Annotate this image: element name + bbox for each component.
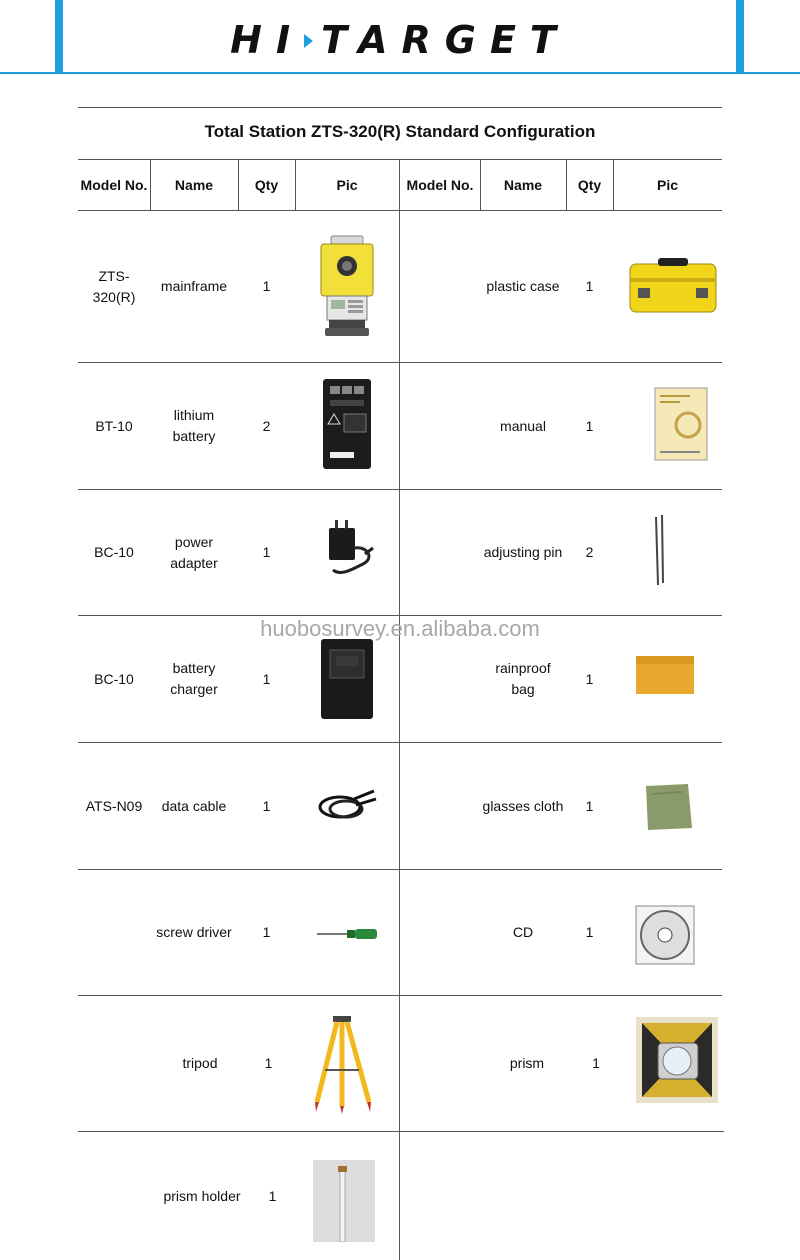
- name-cell: CD: [512, 924, 534, 940]
- name-cell: tripod: [182, 1055, 218, 1071]
- qty-cell: 1: [585, 278, 594, 294]
- qty-cell: 1: [585, 670, 594, 687]
- name-cell: data cable: [161, 797, 227, 814]
- qty-cell: 1: [262, 797, 271, 814]
- cable-icon: [305, 780, 389, 830]
- qty-cell: 2: [262, 417, 271, 434]
- model-cell: ZTS-320(R): [92, 267, 136, 305]
- qty-cell: 1: [262, 278, 271, 294]
- qty-cell: 1: [268, 1187, 277, 1204]
- name-cell: lithium battery: [172, 407, 216, 444]
- cd-icon: [634, 904, 696, 966]
- charger-icon: [305, 636, 389, 722]
- prism-icon: [635, 1016, 719, 1104]
- manual-icon: [650, 384, 712, 464]
- qty-cell: 1: [585, 417, 594, 434]
- qty-cell: 1: [262, 544, 271, 560]
- col-header-name-right: Name: [503, 176, 543, 193]
- brand-logo: HI TARGET: [230, 18, 570, 62]
- screwdriver-icon: [305, 922, 389, 946]
- logo-triangle-icon: [304, 34, 313, 48]
- case-icon: [626, 254, 720, 318]
- col-header-model-right: Model No.: [406, 176, 474, 193]
- prism-pole-icon: [313, 1160, 375, 1242]
- model-cell: BT-10: [95, 417, 133, 434]
- name-cell: manual: [500, 417, 546, 434]
- watermark: huobosurvey.en.alibaba.com: [260, 616, 540, 641]
- total-station-icon: [305, 232, 389, 340]
- name-cell: rainproof bag: [495, 660, 551, 697]
- name-cell: power adapter: [170, 533, 218, 571]
- col-header-qty-right: Qty: [577, 176, 602, 193]
- name-cell: plastic case: [486, 278, 560, 294]
- name-cell: adjusting pin: [483, 544, 563, 560]
- qty-cell: 1: [585, 924, 594, 940]
- name-cell: mainframe: [160, 278, 228, 294]
- col-header-qty-left: Qty: [254, 176, 279, 193]
- battery-icon: [305, 374, 389, 474]
- tripod-icon: [300, 1012, 384, 1116]
- header-bar: [0, 0, 800, 74]
- qty-cell: 1: [585, 797, 594, 814]
- model-cell: BC-10: [94, 544, 134, 560]
- rain-bag-icon: [632, 652, 698, 698]
- col-header-model-left: Model No.: [80, 176, 148, 193]
- name-cell: prism holder: [163, 1187, 241, 1204]
- col-header-name-left: Name: [174, 176, 214, 193]
- power-adapter-icon: [305, 515, 389, 583]
- pin-icon: [640, 512, 680, 588]
- qty-cell: 1: [262, 670, 271, 687]
- qty-cell: 1: [592, 1055, 600, 1071]
- table-title: Total Station ZTS-320(R) Standard Configuration: [204, 122, 596, 141]
- col-header-pic-right: Pic: [656, 176, 678, 193]
- model-cell: [78, 870, 150, 995]
- model-cell: ATS-N09: [85, 797, 143, 814]
- name-cell: glasses cloth: [482, 797, 564, 814]
- cloth-icon: [640, 780, 696, 834]
- name-cell: battery charger: [170, 660, 218, 697]
- model-cell: BC-10: [94, 670, 134, 687]
- col-header-pic-left: Pic: [336, 176, 358, 193]
- name-cell: prism: [509, 1055, 545, 1071]
- qty-cell: 2: [585, 544, 594, 560]
- name-cell: screw driver: [156, 924, 232, 940]
- qty-cell: 1: [264, 1055, 273, 1071]
- qty-cell: 1: [262, 924, 271, 940]
